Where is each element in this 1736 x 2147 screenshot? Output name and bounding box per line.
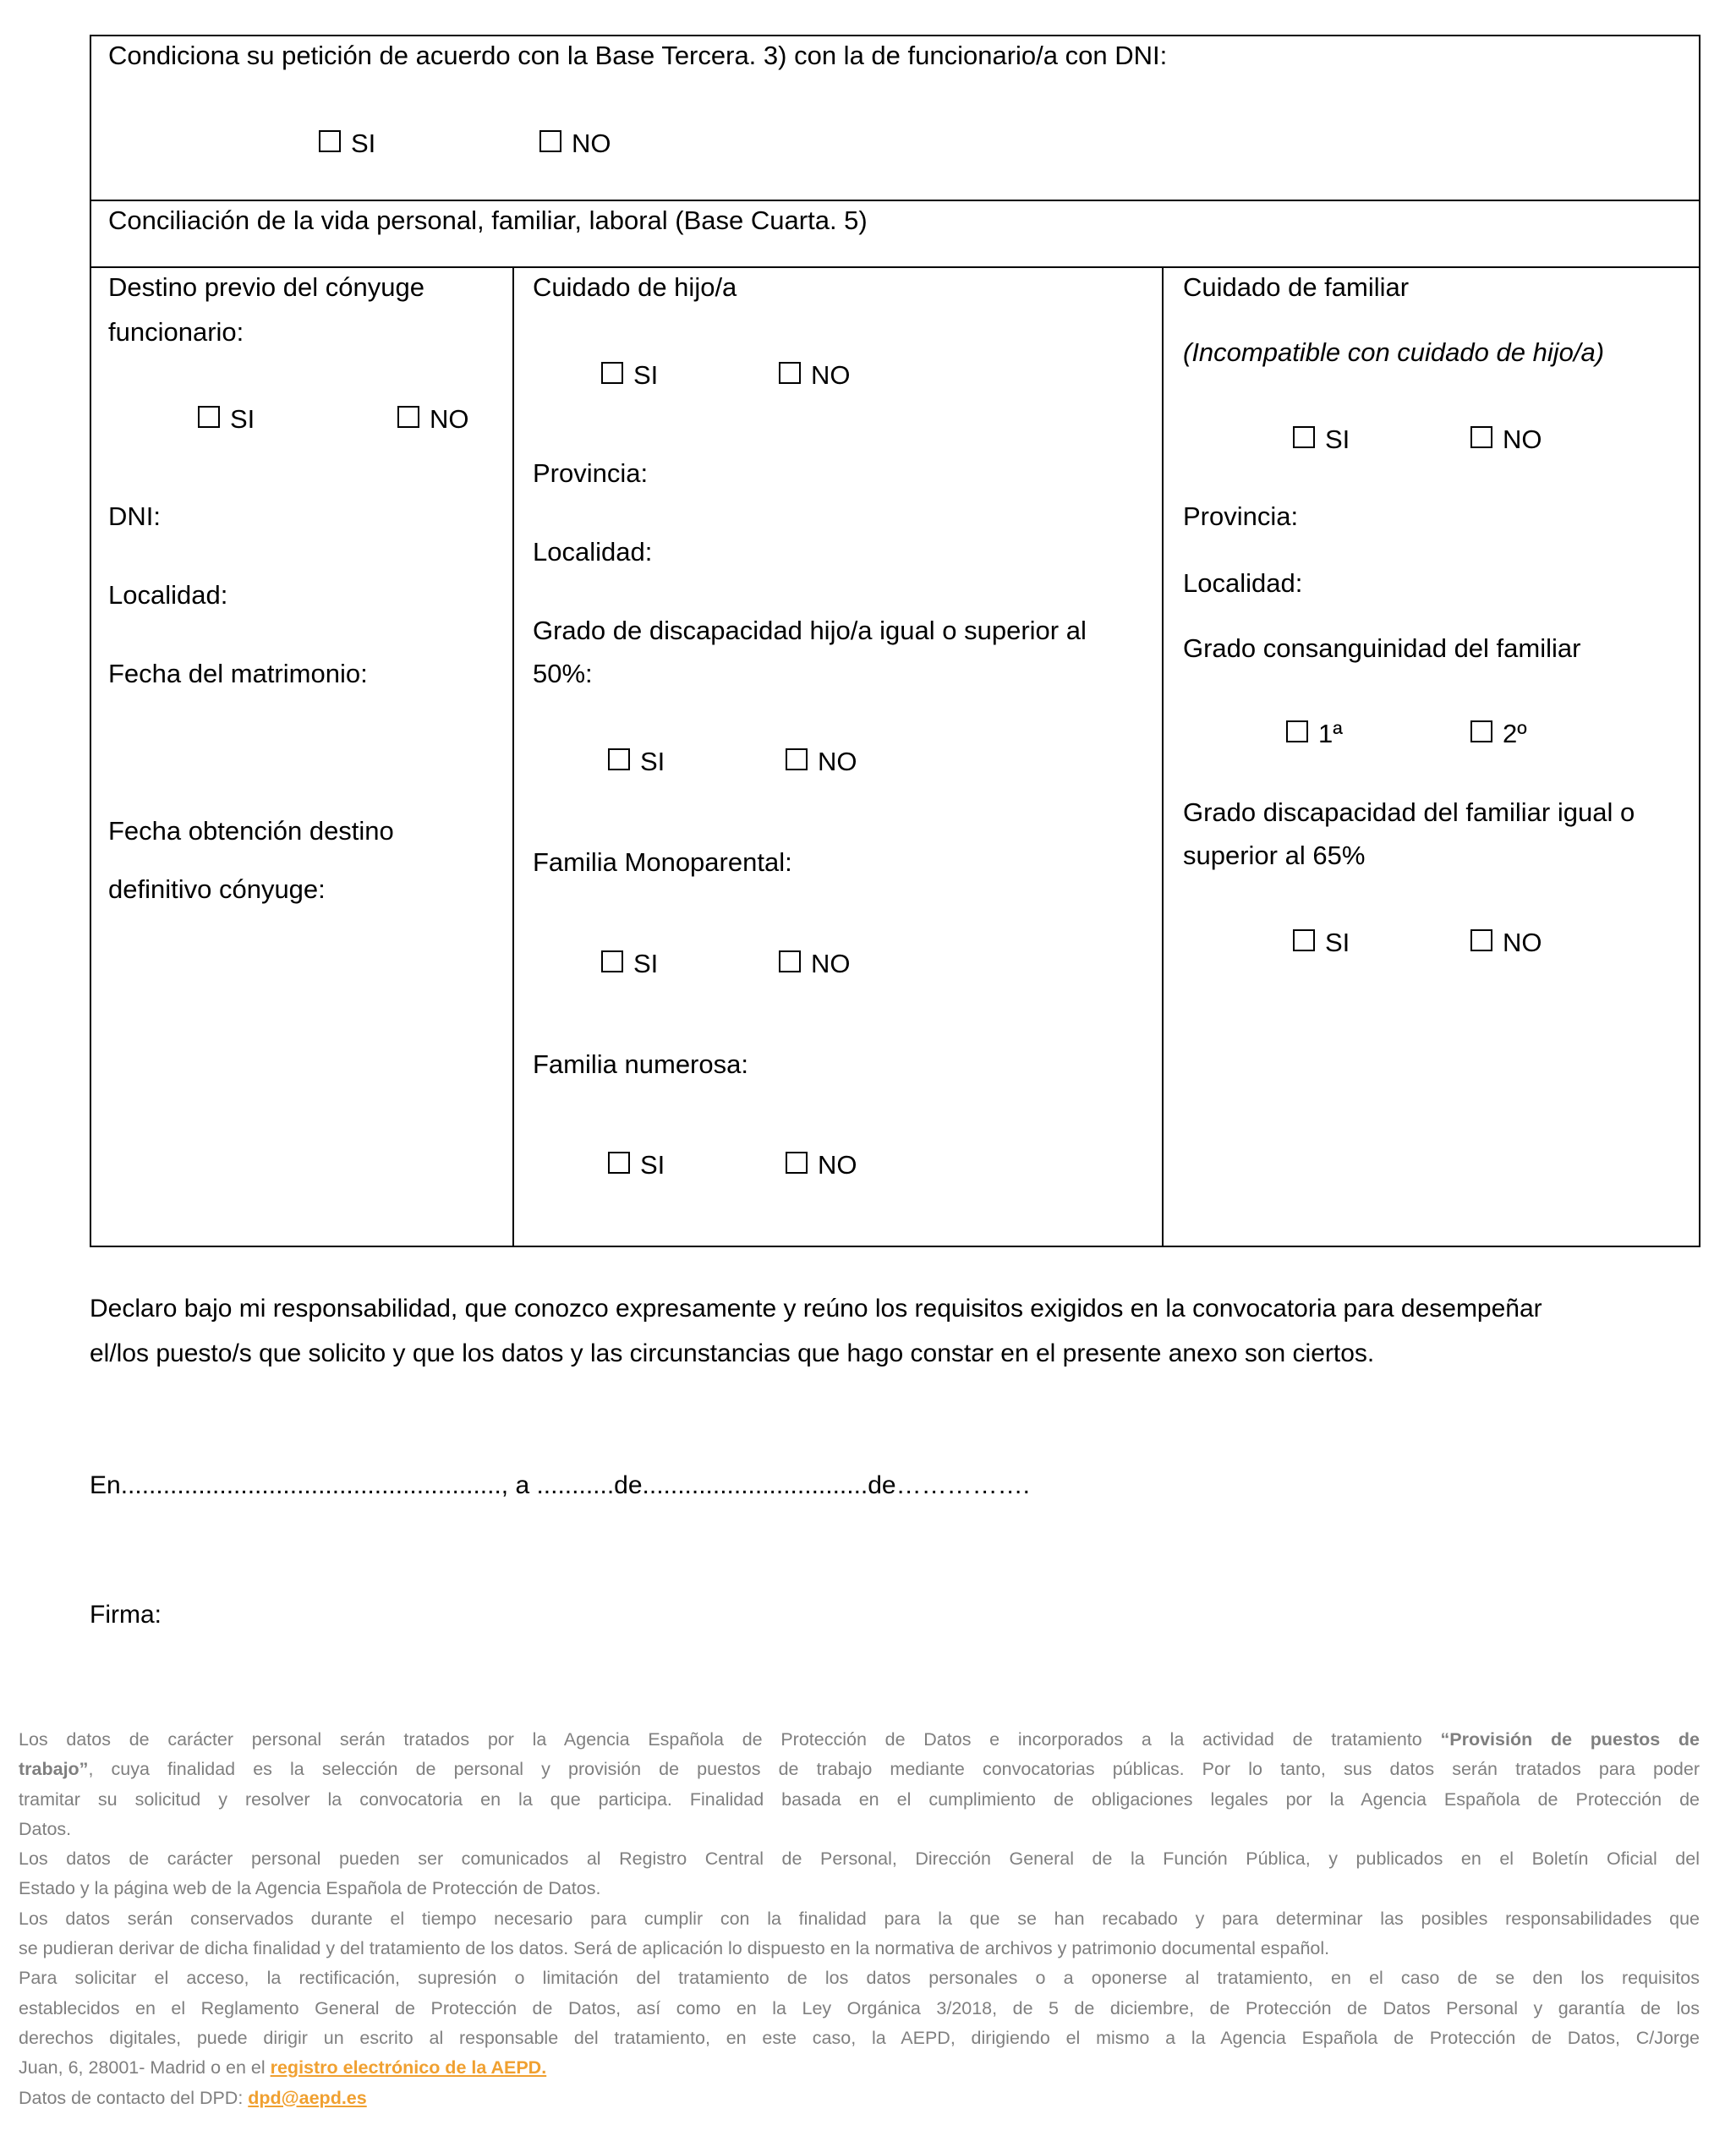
checkbox-label: NO	[811, 360, 851, 390]
table-border-top	[90, 35, 1700, 36]
col2-monoparental-si-checkbox[interactable]	[601, 947, 658, 981]
checkbox-icon[interactable]	[1286, 720, 1308, 742]
checkbox-label: SI	[351, 129, 376, 158]
conciliation-heading: Conciliación de la vida personal, familiar, laboral (Base Cuarta. 5)	[108, 205, 868, 235]
col1-si-checkbox[interactable]	[198, 403, 255, 436]
checkbox-icon[interactable]	[786, 1152, 808, 1174]
col2-hijo-no-checkbox[interactable]	[779, 359, 851, 392]
checkbox-icon[interactable]	[608, 1152, 630, 1174]
registro-electronico-link[interactable]: registro electrónico de la AEPD.	[270, 2057, 547, 2079]
col2-provincia-label: Provincia:	[533, 458, 649, 488]
col2-numerosa-label: Familia numerosa:	[533, 1049, 748, 1079]
row1-no-checkbox[interactable]	[539, 127, 611, 161]
col3-primer-grado-checkbox[interactable]	[1286, 717, 1343, 751]
col2-monoparental-label: Familia Monoparental:	[533, 847, 792, 877]
checkbox-icon[interactable]	[397, 406, 419, 428]
checkbox-icon[interactable]	[1470, 929, 1492, 951]
row1-si-checkbox[interactable]	[319, 127, 375, 161]
checkbox-icon[interactable]	[198, 406, 220, 428]
checkbox-icon[interactable]	[1470, 426, 1492, 448]
col3-discapacidad-label: Grado discapacidad del familiar igual o	[1183, 797, 1635, 827]
footer-bold-text: trabajo”	[19, 1759, 89, 1780]
col3-familiar-no-checkbox[interactable]	[1470, 423, 1542, 457]
table-border-left	[90, 35, 91, 1247]
row-divider-1	[90, 200, 1700, 201]
footer-text: , cuya finalidad es la selección de personal y provisión de puestos de trabajo mediante convocatorias públicas. Por lo tanto, sus datos serán tratados para poder	[88, 1759, 1700, 1780]
footer-bold-text: “Provisión de puestos de	[1440, 1729, 1700, 1750]
declaration-line-1: Declaro bajo mi responsabilidad, que conozco expresamente y reúno los requisitos exigidos en la convocatoria para desempeñar	[90, 1295, 1542, 1323]
col3-discapacidad-si-checkbox[interactable]	[1293, 926, 1350, 960]
checkbox-label: 1ª	[1318, 719, 1343, 748]
col2-monoparental-no-checkbox[interactable]	[779, 947, 851, 981]
col3-segundo-grado-checkbox[interactable]	[1470, 717, 1527, 751]
checkbox-label: SI	[230, 404, 255, 434]
dpd-email-link[interactable]: dpd@aepd.es	[248, 2087, 367, 2108]
footer-line: tramitar su solicitud y resolver la convocatoria en la que participa. Finalidad basada en el cumplimiento de obligaciones legales por la Agencia Española de Protección de	[19, 1788, 1700, 1810]
checkbox-label: NO	[1503, 424, 1542, 454]
checkbox-icon[interactable]	[779, 362, 801, 384]
col2-localidad-label: Localidad:	[533, 537, 653, 567]
footer-line: establecidos en el Reglamento General de Protección de Datos, así como en la Ley Orgánica 3/2018, de 5 de diciembre, de Protección de Datos Personal y garantía de los	[19, 1997, 1700, 2018]
checkbox-icon[interactable]	[601, 950, 623, 972]
footer-text: Los datos de carácter personal serán tratados por la Agencia Española de Protección de Datos e incorporados a la actividad de tratamiento	[19, 1729, 1441, 1750]
col3-discapacidad-no-checkbox[interactable]	[1470, 926, 1542, 960]
col3-localidad-label: Localidad:	[1183, 568, 1303, 598]
footer-line: se pudieran derivar de dicha finalidad y del tratamiento de los datos. Será de aplicación lo dispuesto en la normativa de archivos y patrimonio documental español.	[19, 1938, 1330, 1959]
checkbox-label: SI	[1325, 424, 1350, 454]
column-divider-1	[512, 266, 514, 1247]
col2-grado-no-checkbox[interactable]	[786, 745, 857, 779]
checkbox-icon[interactable]	[1470, 720, 1492, 742]
checkbox-icon[interactable]	[601, 362, 623, 384]
checkbox-label: SI	[633, 949, 659, 978]
checkbox-icon[interactable]	[319, 130, 341, 152]
checkbox-icon[interactable]	[1293, 929, 1315, 951]
checkbox-icon[interactable]	[608, 748, 630, 770]
col3-familiar-si-checkbox[interactable]	[1293, 423, 1350, 457]
footer-line: Los datos serán conservados durante el tiempo necesario para cumplir con la finalidad para la que se han recabado y para determinar las posibles responsabilidades que	[19, 1908, 1700, 1929]
row-divider-2	[90, 266, 1700, 268]
col1-fecha-obtencion-label-cont: definitivo cónyuge:	[108, 874, 326, 904]
col1-dni-label: DNI:	[108, 501, 161, 531]
checkbox-icon[interactable]	[786, 748, 808, 770]
checkbox-label: NO	[572, 129, 611, 158]
data-protection-notice	[19, 1725, 1700, 2113]
footer-line: Los datos de carácter personal pueden ser comunicados al Registro Central de Personal, Dirección General de la Función Pública, y publicados en el Boletín Oficial del	[19, 1849, 1700, 1870]
col3-provincia-label: Provincia:	[1183, 501, 1299, 531]
checkbox-label: 2º	[1503, 719, 1527, 748]
checkbox-label: NO	[430, 404, 469, 434]
footer-text: Datos de contacto del DPD:	[19, 2087, 249, 2108]
col1-fecha-matrimonio-label: Fecha del matrimonio:	[108, 659, 368, 688]
row1-question: Condiciona su petición de acuerdo con la Base Tercera. 3) con la de funcionario/a con DNI:	[108, 41, 1168, 70]
checkbox-icon[interactable]	[539, 130, 561, 152]
checkbox-label: SI	[640, 747, 665, 776]
declaration-line-2: el/los puesto/s que solicito y que los datos y las circunstancias que hago constar en el presente anexo son ciertos.	[90, 1339, 1375, 1367]
footer-line: derechos digitales, puede dirigir un escrito al responsable del tratamiento, en este caso, la AEPD, dirigiendo el mismo a la Agencia Española de Protección de Datos, C/Jorge	[19, 2027, 1700, 2048]
col2-numerosa-no-checkbox[interactable]	[786, 1148, 857, 1182]
table-border-bottom	[90, 1246, 1700, 1247]
footer-line	[19, 1725, 1700, 1755]
place-date-line[interactable]: En......................................................, a ...........de................................de…………….	[90, 1471, 1030, 1499]
col2-grado-label-cont: 50%:	[533, 659, 593, 688]
col3-consanguinidad-label: Grado consanguinidad del familiar	[1183, 633, 1581, 663]
footer-line	[19, 1755, 1700, 1784]
checkbox-label: SI	[640, 1150, 665, 1180]
checkbox-label: SI	[633, 360, 659, 390]
col2-grado-label: Grado de discapacidad hijo/a igual o superior al	[533, 616, 1087, 645]
checkbox-label: NO	[811, 949, 851, 978]
signature-label: Firma:	[90, 1601, 162, 1629]
col1-fecha-obtencion-label: Fecha obtención destino	[108, 816, 394, 846]
col3-note: (Incompatible con cuidado de hijo/a)	[1183, 337, 1605, 367]
table-border-right	[1699, 35, 1700, 1247]
footer-line: Datos.	[19, 1818, 72, 1839]
column-divider-2	[1162, 266, 1164, 1247]
footer-text: Juan, 6, 28001- Madrid o en el	[19, 2057, 271, 2079]
col1-title-cont: funcionario:	[108, 317, 244, 347]
checkbox-label: SI	[1325, 928, 1350, 957]
checkbox-icon[interactable]	[779, 950, 801, 972]
col2-hijo-si-checkbox[interactable]	[601, 359, 658, 392]
col3-title: Cuidado de familiar	[1183, 272, 1410, 302]
checkbox-label: NO	[818, 747, 857, 776]
checkbox-icon[interactable]	[1293, 426, 1315, 448]
footer-line: Para solicitar el acceso, la rectificación, supresión o limitación del tratamiento de los datos personales o a oponerse al tratamiento, en el caso de se den los requisitos	[19, 1968, 1700, 1989]
col2-grado-si-checkbox[interactable]	[608, 745, 665, 779]
checkbox-label: NO	[1503, 928, 1542, 957]
col1-localidad-label: Localidad:	[108, 580, 228, 610]
footer-line	[19, 2084, 1700, 2113]
col2-numerosa-si-checkbox[interactable]	[608, 1148, 665, 1182]
footer-line	[19, 2053, 1700, 2083]
col1-no-checkbox[interactable]	[397, 403, 469, 436]
col3-discapacidad-label-cont: superior al 65%	[1183, 841, 1366, 870]
footer-line: Estado y la página web de la Agencia Española de Protección de Datos.	[19, 1878, 601, 1899]
checkbox-label: NO	[818, 1150, 857, 1180]
col2-title: Cuidado de hijo/a	[533, 272, 737, 302]
col1-title: Destino previo del cónyuge	[108, 272, 424, 302]
